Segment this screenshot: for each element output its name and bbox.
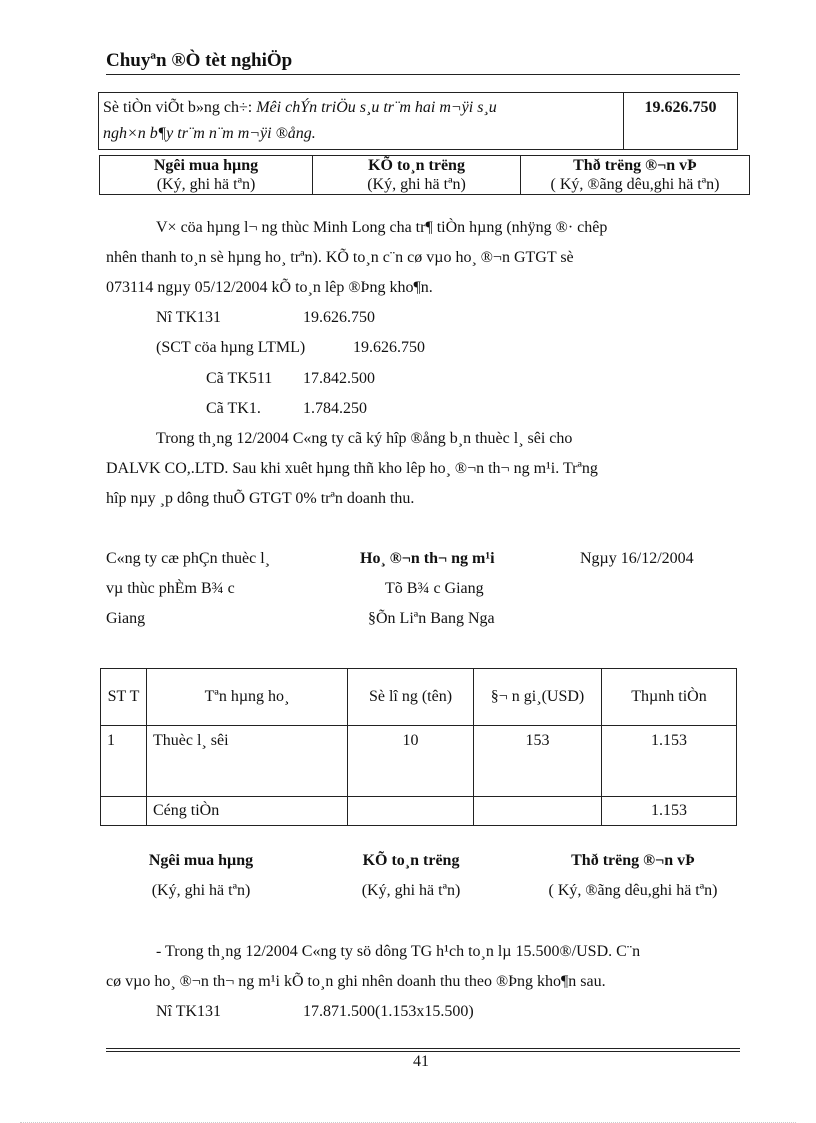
journal3-account: Cã TK511 [206,370,273,387]
journal4-value: 1.784.250 [303,400,367,417]
cell-total: 1.153 [602,726,737,797]
sig2-head-note: ( Ký, ®ãng dêu,ghi hä tªn) [548,882,718,899]
invoice-company-line1: C«ng ty cæ phÇn thuèc l¸ [106,550,270,567]
para1-line2: nhên thanh to¸n sè hµng ho¸ trªn). KÕ to¸n c¨n cø vµo ho¸ ®¬n GTGT sè [106,249,574,266]
footer-rule-top [106,1048,740,1049]
invoice-company-line2: vµ thùc phÈm B¾ c [106,580,235,597]
cell-empty [348,797,474,826]
sig2-buyer-label: Ngêi mua hµng [148,852,254,869]
sig2-accountant-label: KÕ to¸n trëng [362,852,460,869]
journal2-account: (SCT cöa hµng LTML) [156,339,306,356]
sig-head-label: Thð trëng ®¬n vÞ [573,157,697,174]
closing-journal-value: 17.871.500(1.153x15.500) [303,1003,474,1020]
invoice-items-table [100,668,737,826]
para2-line1: Trong th¸ng 12/2004 C«ng ty cã ký hîp ®ång b¸n thuèc l¸ sêi cho [156,430,573,447]
cell-stt: 1 [101,726,147,797]
table-total-row [101,797,737,826]
col-header-stt: ST T [101,669,147,726]
page-header-title: Chuyªn ®Ò tèt nghiÖp [106,50,293,71]
footer-rule-bottom [106,1051,740,1052]
cell-name: Thuèc l¸ sêi [147,726,348,797]
cell-qty: 10 [348,726,474,797]
amount-in-words-cell [99,93,624,150]
signature-table-top [99,155,750,195]
sig-buyer-note: (Ký, ghi hä tªn) [156,176,256,193]
journal1-value: 19.626.750 [303,309,375,326]
journal1-account: Nî TK131 [156,309,222,326]
page-number: 41 [413,1053,429,1070]
journal3-value: 17.842.500 [303,370,375,387]
closing-journal-account: Nî TK131 [156,1003,222,1020]
col-header-name: Tªn hµng ho¸ [147,669,348,726]
para1-line1: V× cöa hµng l¬ ng thùc Minh Long cha tr¶ tiÒn hµng (nhÿng ®· chêp [156,219,608,236]
invoice-to-line1: Tõ B¾ c Giang [385,580,484,597]
sig-head-note: ( Ký, ®ãng dêu,ghi hä tªn) [550,176,720,193]
amount-value: 19.626.750 [624,93,738,150]
sig-accountant-note: (Ký, ghi hä tªn) [367,176,466,193]
journal2-value: 19.626.750 [353,339,425,356]
total-label: Céng tiÒn [147,797,348,826]
amount-in-words-text-1: Mêi chÝn triÖu s¸u tr¨m hai m¬ÿi s¸u [256,99,497,116]
col-header-total: Thµnh tiÒn [602,669,737,726]
closing-line2: cø vµo ho¸ ®¬n th¬ ng m¹i kÕ to¸n ghi nhên doanh thu theo ®Þng kho¶n sau. [106,973,606,990]
table-row [101,726,737,797]
sig-accountant-cell [313,156,521,195]
sig2-accountant-note: (Ký, ghi hä tªn) [361,882,461,899]
cell-empty [474,797,602,826]
cell-price: 153 [474,726,602,797]
closing-line1: - Trong th¸ng 12/2004 C«ng ty sö dông TG h¹ch to¸n lµ 15.500®/USD. C¨n [156,943,641,960]
sig-accountant-label: KÕ to¸n trëng [368,157,465,174]
table-header-row [101,669,737,726]
sig-head-cell [521,156,750,195]
cell-empty [101,797,147,826]
sig2-head-label: Thð trëng ®¬n vÞ [571,852,695,869]
col-header-price: §¬ n gi¸(USD) [474,669,602,726]
header-rule [106,74,740,75]
sig2-buyer-note: (Ký, ghi hä tªn) [151,882,251,899]
amount-in-words-box [98,92,738,150]
sig-buyer-label: Ngêi mua hµng [153,157,259,174]
invoice-date: Ngµy 16/12/2004 [580,550,694,567]
col-header-qty: Sè lî ng (tên) [348,669,474,726]
para2-line3: hîp nµy ¸p dông thuÕ GTGT 0% trªn doanh thu. [106,490,415,507]
para2-line2: DALVK CO,.LTD. Sau khi xuêt hµng thñ kho lêp ho¸ ®¬n th¬ ng m¹i. Trªng [106,460,598,477]
invoice-title: Ho¸ ®¬n th¬ ng m¹i [360,550,495,567]
journal4-account: Cã TK1. [206,400,261,417]
amount-in-words-prefix: Sè tiÒn viÕt b»ng ch÷: [103,99,257,116]
invoice-to-line2: §Õn Liªn Bang Nga [368,610,495,627]
sig-buyer-cell [100,156,313,195]
amount-in-words-text-2: ngh×n b¶y tr¨m n¨m m¬ÿi ®ång. [103,125,316,142]
total-value: 1.153 [602,797,737,826]
invoice-company-line3: Giang [106,610,146,627]
para1-line3: 073114 ngµy 05/12/2004 kÕ to¸n lêp ®Þng kho¶n. [106,279,433,296]
